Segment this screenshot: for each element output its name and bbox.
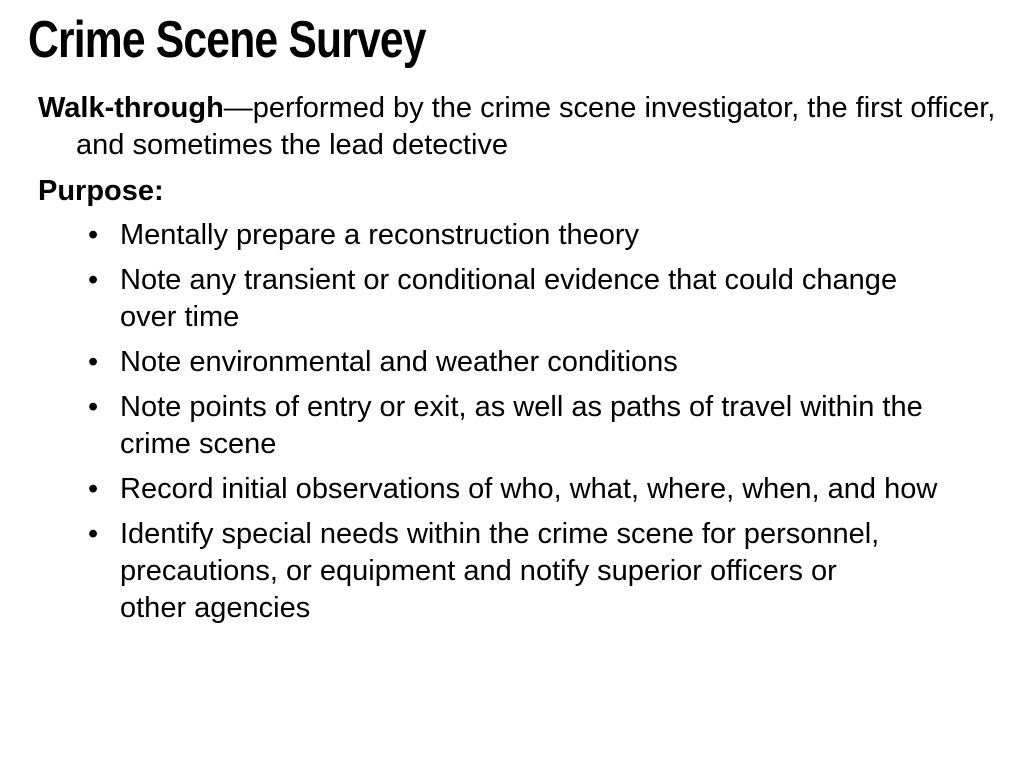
list-item-text-continuation: over time bbox=[120, 301, 240, 333]
list-item-text-continuation: other agencies bbox=[120, 592, 311, 624]
list-item-text: Note any transient or conditional evidence that could change bbox=[120, 264, 898, 296]
purpose-list bbox=[38, 217, 998, 627]
list-item-text: Record initial observations of who, what, where, when, and how bbox=[120, 473, 938, 505]
list-item bbox=[38, 344, 998, 381]
list-item bbox=[38, 217, 998, 254]
em-dash: — bbox=[223, 92, 253, 124]
purpose-label: Purpose: bbox=[38, 175, 164, 207]
walkthrough-term: Walk-through bbox=[38, 92, 224, 124]
bullet-icon: • bbox=[88, 518, 99, 550]
walkthrough-description: performed by the crime scene investigator, the first officer, and sometimes the lead detective bbox=[76, 92, 996, 161]
bullet-icon: • bbox=[88, 391, 99, 423]
list-item bbox=[38, 262, 998, 336]
bullet-icon: • bbox=[88, 346, 99, 378]
list-item bbox=[38, 471, 998, 508]
list-item-text: Note points of entry or exit, as well as paths of travel within the crime scene bbox=[120, 391, 923, 460]
bullet-icon: • bbox=[88, 219, 99, 251]
list-item bbox=[38, 389, 998, 463]
list-item-text: Mentally prepare a reconstruction theory bbox=[120, 219, 640, 251]
walkthrough-paragraph bbox=[38, 90, 998, 164]
list-item-text: Note environmental and weather conditions bbox=[120, 346, 678, 378]
list-item-text: Identify special needs within the crime scene for personnel, precautions, or equipment and notify superior officers or bbox=[120, 518, 880, 587]
slide-body bbox=[38, 90, 998, 635]
slide-title: Crime Scene Survey bbox=[28, 11, 426, 69]
list-item bbox=[38, 516, 998, 627]
bullet-icon: • bbox=[88, 473, 99, 505]
bullet-icon: • bbox=[88, 264, 99, 296]
